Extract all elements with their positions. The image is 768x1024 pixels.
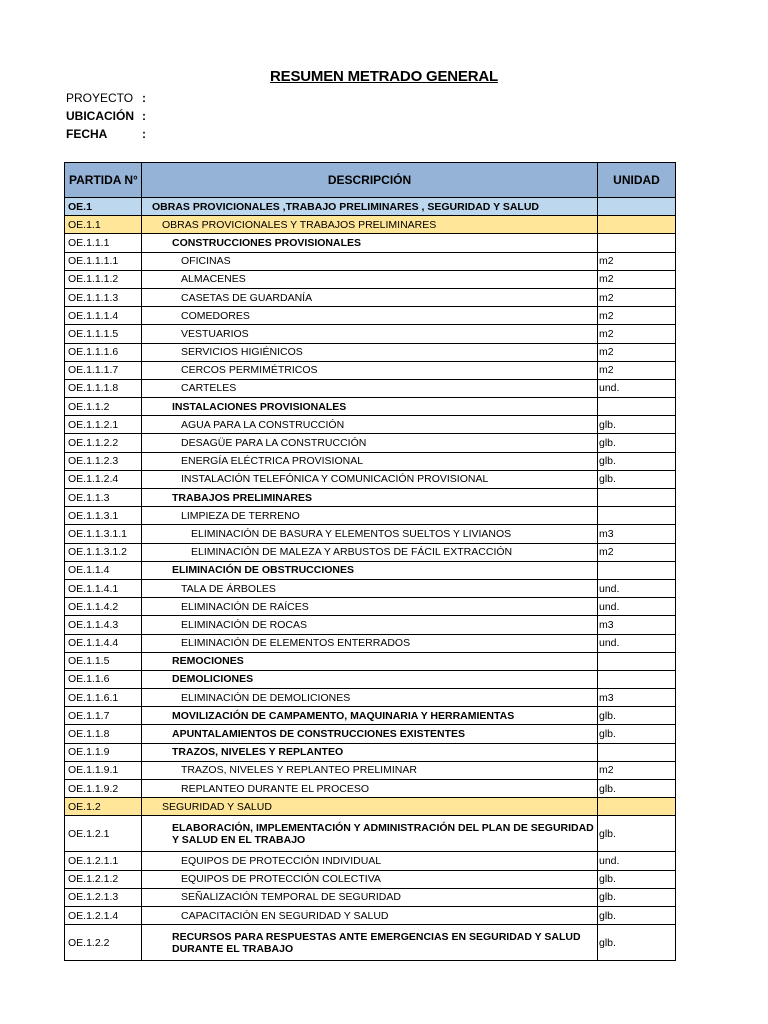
partida-code: OE.1.1.4.2 <box>65 598 142 616</box>
partida-unit: m2 <box>598 325 676 343</box>
table-row <box>65 925 676 961</box>
ubicacion-label: UBICACIÓN <box>66 109 134 123</box>
partida-description: CONSTRUCCIONES PROVISIONALES <box>142 234 598 252</box>
partida-unit: m2 <box>598 343 676 361</box>
partida-unit <box>598 216 676 234</box>
partida-description: MOVILIZACIÓN DE CAMPAMENTO, MAQUINARIA Y HERRAMIENTAS <box>142 707 598 725</box>
table-row <box>65 616 676 634</box>
partida-description: COMEDORES <box>142 307 598 325</box>
partida-description: ELIMINACIÓN DE BASURA Y ELEMENTOS SUELTOS Y LIVIANOS <box>142 525 598 543</box>
partida-unit: glb. <box>598 725 676 743</box>
partida-description: ELIMINACIÓN DE ELEMENTOS ENTERRADOS <box>142 634 598 652</box>
table-row <box>65 798 676 816</box>
partida-code: OE.1.1.1.1 <box>65 252 142 270</box>
table-row <box>65 761 676 779</box>
partida-description: INSTALACIONES PROVISIONALES <box>142 398 598 416</box>
partida-description: SERVICIOS HIGIÉNICOS <box>142 343 598 361</box>
partida-code: OE.1.1.1.5 <box>65 325 142 343</box>
partida-unit: und. <box>598 852 676 870</box>
partida-description: EQUIPOS DE PROTECCIÓN INDIVIDUAL <box>142 852 598 870</box>
table-row <box>65 689 676 707</box>
partida-description: ELIMINACIÓN DE DEMOLICIONES <box>142 689 598 707</box>
partida-unit: glb. <box>598 888 676 906</box>
partida-code: OE.1.1.8 <box>65 725 142 743</box>
table-row <box>65 307 676 325</box>
partida-unit <box>598 234 676 252</box>
partida-description: RECURSOS PARA RESPUESTAS ANTE EMERGENCIAS EN SEGURIDAD Y SALUD DURANTE EL TRABAJO <box>142 925 598 961</box>
proyecto-label: PROYECTO <box>66 91 134 105</box>
partida-description: VESTUARIOS <box>142 325 598 343</box>
table-row <box>65 416 676 434</box>
partida-description: TRABAJOS PRELIMINARES <box>142 489 598 507</box>
partida-code: OE.1.1.6.1 <box>65 689 142 707</box>
partida-description: TRAZOS, NIVELES Y REPLANTEO PRELIMINAR <box>142 761 598 779</box>
table-row <box>65 652 676 670</box>
table-row <box>65 434 676 452</box>
table-row <box>65 361 676 379</box>
table-row <box>65 816 676 852</box>
partida-code: OE.1.1.2.4 <box>65 470 142 488</box>
table-row <box>65 452 676 470</box>
partida-code: OE.1.1.9.2 <box>65 780 142 798</box>
partida-description: CARTELES <box>142 379 598 397</box>
table-row <box>65 670 676 688</box>
partida-unit: m2 <box>598 543 676 561</box>
partida-description: CASETAS DE GUARDANÍA <box>142 288 598 306</box>
partida-unit: und. <box>598 634 676 652</box>
partida-unit: m3 <box>598 689 676 707</box>
partida-unit: m2 <box>598 288 676 306</box>
table-row <box>65 325 676 343</box>
partida-unit <box>598 561 676 579</box>
partida-description: REPLANTEO DURANTE EL PROCESO <box>142 780 598 798</box>
table-body <box>65 198 676 961</box>
metrado-table <box>64 162 676 961</box>
partida-description: ELIMINACIÓN DE OBSTRUCCIONES <box>142 561 598 579</box>
table-row <box>65 852 676 870</box>
partida-description: SEGURIDAD Y SALUD <box>142 798 598 816</box>
partida-code: OE.1.2.1.1 <box>65 852 142 870</box>
partida-unit <box>598 198 676 216</box>
header-unidad: UNIDAD <box>598 163 676 198</box>
fecha-colon: : <box>142 127 146 141</box>
partida-description: INSTALACIÓN TELEFÓNICA Y COMUNICACIÓN PROVISIONAL <box>142 470 598 488</box>
partida-code: OE.1.1.1.4 <box>65 307 142 325</box>
partida-code: OE.1.1.9.1 <box>65 761 142 779</box>
table-row <box>65 198 676 216</box>
table-row <box>65 343 676 361</box>
partida-code: OE.1.1.1 <box>65 234 142 252</box>
partida-unit: glb. <box>598 816 676 852</box>
partida-description: REMOCIONES <box>142 652 598 670</box>
partida-code: OE.1.1.1.6 <box>65 343 142 361</box>
partida-description: ALMACENES <box>142 270 598 288</box>
partida-code: OE.1.2 <box>65 798 142 816</box>
partida-description: APUNTALAMIENTOS DE CONSTRUCCIONES EXISTENTES <box>142 725 598 743</box>
partida-code: OE.1.1.1.2 <box>65 270 142 288</box>
partida-code: OE.1.1.3.1 <box>65 507 142 525</box>
meta-proyecto <box>66 91 146 105</box>
table-row <box>65 906 676 924</box>
partida-code: OE.1.1.5 <box>65 652 142 670</box>
partida-code: OE.1.1.7 <box>65 707 142 725</box>
partida-code: OE.1.1.4 <box>65 561 142 579</box>
table-row <box>65 507 676 525</box>
partida-unit: m3 <box>598 525 676 543</box>
table-row <box>65 470 676 488</box>
partida-code: OE.1.2.1 <box>65 816 142 852</box>
partida-code: OE.1.2.1.4 <box>65 906 142 924</box>
partida-code: OE.1.1.1.3 <box>65 288 142 306</box>
partida-unit: glb. <box>598 470 676 488</box>
partida-unit: glb. <box>598 870 676 888</box>
partida-unit: glb. <box>598 925 676 961</box>
partida-code: OE.1.1.2.2 <box>65 434 142 452</box>
partida-unit <box>598 489 676 507</box>
partida-unit: m2 <box>598 361 676 379</box>
partida-unit <box>598 798 676 816</box>
partida-description: DESAGÜE PARA LA CONSTRUCCIÓN <box>142 434 598 452</box>
partida-code: OE.1.1.4.4 <box>65 634 142 652</box>
partida-unit: m3 <box>598 616 676 634</box>
partida-code: OE.1 <box>65 198 142 216</box>
table-row <box>65 634 676 652</box>
partida-unit <box>598 652 676 670</box>
table-row <box>65 888 676 906</box>
partida-description: TRAZOS, NIVELES Y REPLANTEO <box>142 743 598 761</box>
partida-unit: m2 <box>598 761 676 779</box>
table-row <box>65 270 676 288</box>
table-row <box>65 725 676 743</box>
partida-unit <box>598 743 676 761</box>
partida-code: OE.1.1.3.1.1 <box>65 525 142 543</box>
partida-code: OE.1.2.2 <box>65 925 142 961</box>
table-row <box>65 598 676 616</box>
partida-code: OE.1.1.4.3 <box>65 616 142 634</box>
table-row <box>65 379 676 397</box>
partida-unit: glb. <box>598 434 676 452</box>
partida-description: ELIMINACIÓN DE RAÍCES <box>142 598 598 616</box>
table-row <box>65 579 676 597</box>
partida-unit: glb. <box>598 416 676 434</box>
partida-unit: m2 <box>598 252 676 270</box>
partida-unit: glb. <box>598 452 676 470</box>
partida-description: DEMOLICIONES <box>142 670 598 688</box>
table-row <box>65 707 676 725</box>
partida-code: OE.1.1.2.1 <box>65 416 142 434</box>
partida-unit: und. <box>598 579 676 597</box>
partida-unit: und. <box>598 598 676 616</box>
partida-unit: m2 <box>598 307 676 325</box>
partida-description: LIMPIEZA DE TERRENO <box>142 507 598 525</box>
partida-description: SEÑALIZACIÓN TEMPORAL DE SEGURIDAD <box>142 888 598 906</box>
partida-code: OE.1.2.1.2 <box>65 870 142 888</box>
table-row <box>65 234 676 252</box>
partida-code: OE.1.1.3 <box>65 489 142 507</box>
meta-fecha <box>66 127 146 141</box>
partida-code: OE.1.1.6 <box>65 670 142 688</box>
ubicacion-colon: : <box>142 109 146 123</box>
table-row <box>65 561 676 579</box>
partida-description: ELIMINACIÓN DE ROCAS <box>142 616 598 634</box>
partida-unit: glb. <box>598 707 676 725</box>
partida-description: ELABORACIÓN, IMPLEMENTACIÓN Y ADMINISTRACIÓN DEL PLAN DE SEGURIDAD Y SALUD EN EL TRABAJO <box>142 816 598 852</box>
document-title: RESUMEN METRADO GENERAL <box>270 68 498 85</box>
partida-code: OE.1.1.1.8 <box>65 379 142 397</box>
partida-unit: m2 <box>598 270 676 288</box>
partida-description: TALA DE ÁRBOLES <box>142 579 598 597</box>
fecha-label: FECHA <box>66 127 108 141</box>
table-row <box>65 743 676 761</box>
partida-unit <box>598 398 676 416</box>
partida-description: OBRAS PROVICIONALES Y TRABAJOS PRELIMINARES <box>142 216 598 234</box>
partida-unit <box>598 507 676 525</box>
partida-description: CERCOS PERMIMÉTRICOS <box>142 361 598 379</box>
table-row <box>65 398 676 416</box>
table-row <box>65 543 676 561</box>
partida-code: OE.1.1.4.1 <box>65 579 142 597</box>
partida-code: OE.1.1.2.3 <box>65 452 142 470</box>
table-row <box>65 780 676 798</box>
partida-unit: glb. <box>598 780 676 798</box>
table-row <box>65 216 676 234</box>
header-partida: PARTIDA N° <box>65 163 142 198</box>
partida-code: OE.1.2.1.3 <box>65 888 142 906</box>
proyecto-colon: : <box>142 91 146 105</box>
table-row <box>65 252 676 270</box>
table-row <box>65 525 676 543</box>
partida-unit <box>598 670 676 688</box>
partida-description: EQUIPOS DE PROTECCIÓN COLECTIVA <box>142 870 598 888</box>
table-row <box>65 288 676 306</box>
partida-unit: glb. <box>598 906 676 924</box>
table-row <box>65 489 676 507</box>
partida-code: OE.1.1.2 <box>65 398 142 416</box>
partida-code: OE.1.1.9 <box>65 743 142 761</box>
partida-unit: und. <box>598 379 676 397</box>
partida-description: AGUA PARA LA CONSTRUCCIÓN <box>142 416 598 434</box>
meta-ubicacion <box>66 109 146 123</box>
partida-description: CAPACITACIÓN EN SEGURIDAD Y SALUD <box>142 906 598 924</box>
partida-code: OE.1.1 <box>65 216 142 234</box>
partida-code: OE.1.1.3.1.2 <box>65 543 142 561</box>
partida-code: OE.1.1.1.7 <box>65 361 142 379</box>
partida-description: OFICINAS <box>142 252 598 270</box>
header-descripcion: DESCRIPCIÓN <box>142 163 598 198</box>
table-header-row <box>65 163 676 198</box>
partida-description: ELIMINACIÓN DE MALEZA Y ARBUSTOS DE FÁCIL EXTRACCIÓN <box>142 543 598 561</box>
partida-description: OBRAS PROVICIONALES ,TRABAJO PRELIMINARES , SEGURIDAD Y SALUD <box>142 198 598 216</box>
partida-description: ENERGÍA ELÉCTRICA PROVISIONAL <box>142 452 598 470</box>
table-row <box>65 870 676 888</box>
